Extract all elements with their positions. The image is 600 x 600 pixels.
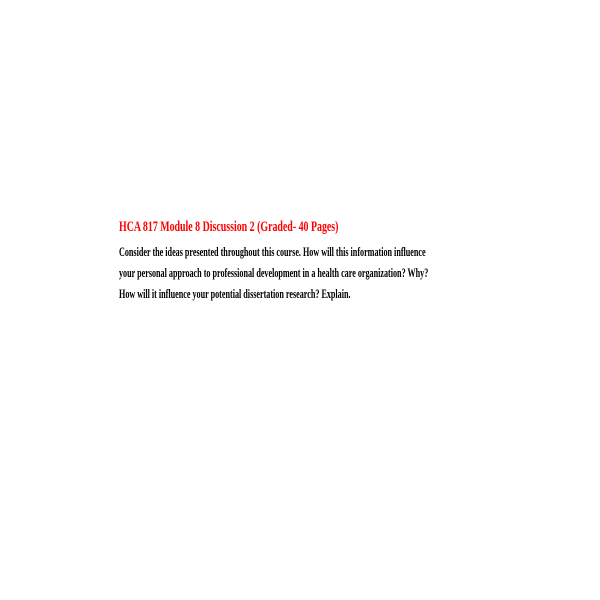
- paragraph-line-2: your personal approach to professional development in a health care organization? Why?: [119, 266, 429, 280]
- document-title: HCA 817 Module 8 Discussion 2 (Graded- 40 Pages): [119, 219, 339, 235]
- paragraph-line-3: How will it influence your potential dissertation research? Explain.: [119, 287, 351, 301]
- document-text-block: [119, 218, 479, 305]
- paragraph-line-1: Consider the ideas presented throughout this course. How will this information influence: [119, 245, 426, 259]
